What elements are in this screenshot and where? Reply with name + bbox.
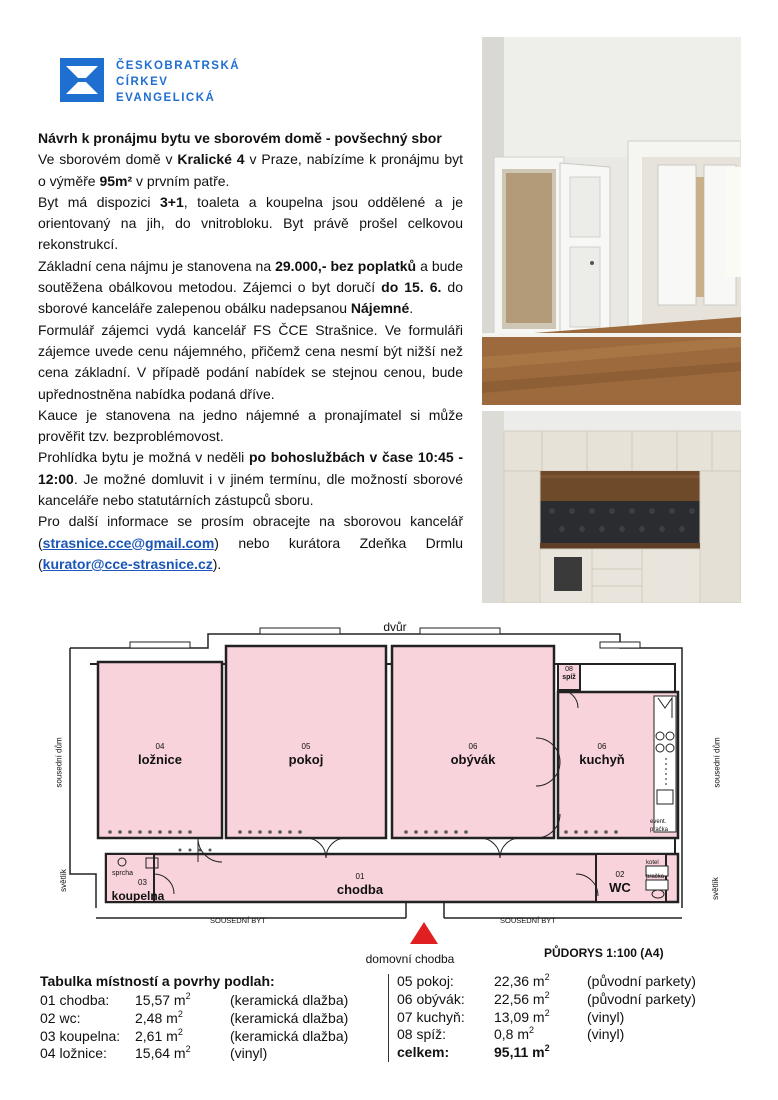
area-value: 13,09 m xyxy=(494,1008,545,1025)
boiler-label: kotel xyxy=(646,860,659,866)
text-span: v prvním patře. xyxy=(132,172,230,189)
table-row xyxy=(397,1025,737,1043)
text-span: ) nebo kurátora Zdeňka Drmlu ( xyxy=(38,534,463,572)
floor-plan xyxy=(54,618,740,973)
text-span: Základní cena nájmu je stanovena na xyxy=(38,257,276,274)
area-value: 22,56 m xyxy=(494,990,545,1007)
courtyard-label: dvůr xyxy=(383,620,407,634)
address: Kralické 4 xyxy=(177,151,245,168)
room-name: spíž xyxy=(562,674,576,681)
room-03 xyxy=(106,878,170,904)
room-cell: 05 pokoj: xyxy=(397,973,454,989)
room-06-living xyxy=(433,742,513,768)
total-cell xyxy=(494,1043,587,1061)
plan-scale-label: PŮDORYS 1:100 (A4) xyxy=(544,946,664,960)
area-cell xyxy=(494,1025,587,1043)
entrance-arrow-icon xyxy=(410,922,438,944)
total-label: celkem: xyxy=(397,1044,450,1061)
room-number: 03 xyxy=(138,878,147,887)
photo-kitchen xyxy=(482,411,741,603)
text-span: a bude soutěžena obálkovou metodou. Zájemci o byt doručí xyxy=(38,257,463,296)
room-cell: 08 spíž: xyxy=(397,1026,447,1043)
neighbor-house-right-label: sousední dům xyxy=(712,737,722,788)
floor-cell: (keramická dlažba) xyxy=(230,1027,349,1044)
layout-type: 3+1 xyxy=(159,193,184,210)
logo-wordmark xyxy=(116,58,240,106)
sup: 2 xyxy=(544,989,550,1000)
room-cell: 03 koupelna: xyxy=(40,1027,121,1044)
neighbor-house-left-label: sousední dům xyxy=(54,737,64,788)
paragraph-viewing xyxy=(38,447,463,511)
floor-cell: (původní parkety) xyxy=(587,990,696,1007)
text-span: Ve sborovém domě v xyxy=(38,151,178,168)
logo-chalice-icon xyxy=(60,58,104,102)
photo-interior-doors xyxy=(482,37,741,405)
sup: 2 xyxy=(185,991,191,1001)
sup: 2 xyxy=(544,972,550,982)
text-span: v Praze, nabízíme k pronájmu byt o výměře xyxy=(38,151,463,189)
table-right-column xyxy=(397,972,737,1061)
logo-line-3: EVANGELICKÁ xyxy=(116,92,216,104)
table-left-column xyxy=(40,972,390,1062)
room-cell: 02 wc: xyxy=(40,1009,81,1026)
room-08 xyxy=(558,666,580,682)
room-number: 08 xyxy=(565,666,573,673)
area-value: 2,48 m xyxy=(135,1009,178,1026)
envelope-label: Nájemné xyxy=(350,300,410,317)
room-06-kitchen xyxy=(562,742,642,768)
table-row xyxy=(40,1044,390,1062)
text-span: do sborové kanceláře zalepenou obálku nadepsanou xyxy=(38,279,463,317)
paragraph-location xyxy=(38,149,463,192)
church-logo xyxy=(60,58,240,106)
neighbor-flat-right-label: SOUSEDNÍ BYT xyxy=(500,916,556,925)
floor-cell: (keramická dlažba) xyxy=(230,1009,349,1026)
room-cell: 01 chodba: xyxy=(40,992,110,1008)
area-cell xyxy=(135,1027,230,1045)
skylight-left-label: světlík xyxy=(58,869,68,892)
area-value: 0,8 m xyxy=(494,1026,530,1043)
floor-cell: (původní parkety) xyxy=(587,973,696,989)
room-number: 01 xyxy=(355,872,365,881)
room-name: koupelna xyxy=(111,889,165,903)
floor-cell: (vinyl) xyxy=(587,1008,625,1025)
optional-washer-label: event. pračka xyxy=(650,819,669,833)
area-value: 15,57 m xyxy=(135,992,186,1008)
area-value: 2,61 m xyxy=(135,1027,178,1044)
sup: 2 xyxy=(529,1025,535,1036)
table-heading: Tabulka místností a povrhy podlah: xyxy=(40,973,275,989)
room-cell: 07 kuchyň: xyxy=(397,1008,465,1025)
paragraph-contact xyxy=(38,511,463,575)
area-cell xyxy=(494,990,587,1008)
table-divider xyxy=(388,974,389,1062)
floor-cell: (keramická dlažba) xyxy=(230,992,349,1008)
room-name: ložnice xyxy=(137,752,183,767)
neighbor-flat-left-label: SOUSEDNÍ BYT xyxy=(210,916,266,925)
room-number: 06 xyxy=(468,742,478,751)
text-span: Byt má dispozici xyxy=(38,193,160,210)
sup: 2 xyxy=(177,1026,183,1037)
curator-email-link[interactable]: kurator@cce-strasnice.cz xyxy=(42,555,213,572)
paragraph-layout xyxy=(38,192,463,256)
table-row xyxy=(40,991,390,1009)
area-value: 22,36 m xyxy=(494,973,545,989)
table-row xyxy=(397,1008,737,1026)
room-cell: 06 obývák: xyxy=(397,990,465,1007)
offer-text xyxy=(38,128,463,575)
area-cell xyxy=(494,1008,587,1026)
area-cell xyxy=(494,972,587,990)
area-cell xyxy=(135,1009,230,1027)
sup: 2 xyxy=(185,1044,191,1055)
paragraph-form: Formulář zájemci vydá kancelář FS ČCE Strašnice. Ve formuláři zájemce uvede cenu nájemného, přičemž cena nesmí být nižší než cena základní. V případě podání nabídek se stejnou cenou, bude upřednostněna nabídka podaná dříve. xyxy=(38,321,463,402)
area-value: 15,64 m xyxy=(135,1045,186,1062)
room-name: WC xyxy=(609,880,631,895)
text-span: ). xyxy=(212,555,222,572)
sup: 2 xyxy=(544,1043,550,1054)
sup: 2 xyxy=(177,1008,183,1019)
room-02 xyxy=(600,870,640,896)
shower-label: sprcha xyxy=(112,870,134,877)
total-value: 95,11 m xyxy=(494,1044,545,1061)
text-span: . Je možné domluvit i v jiném termínu, dle možností sborové kanceláře nebo statutárních zástupců sboru. xyxy=(38,470,463,509)
area-cell xyxy=(135,991,230,1009)
viewing-time: po bohoslužbách v čase 10:45 - 12:00 xyxy=(38,449,464,487)
room-number: 06 xyxy=(597,742,607,751)
room-number: 05 xyxy=(301,742,311,751)
entrance-label: domovní chodba xyxy=(365,952,455,966)
logo-line-2: CÍRKEV xyxy=(116,76,169,88)
base-rent: 29.000,- bez poplatků xyxy=(275,257,417,274)
room-name: chodba xyxy=(336,882,384,897)
table-row xyxy=(397,972,737,990)
floor-cell: (vinyl) xyxy=(587,1026,625,1043)
room-04 xyxy=(120,742,200,768)
table-row xyxy=(40,1027,390,1045)
room-01 xyxy=(320,872,400,898)
room-05 xyxy=(266,742,346,768)
washer-label: pračka xyxy=(646,874,665,880)
floor-cell: (vinyl) xyxy=(230,1045,268,1062)
room-name: kuchyň xyxy=(579,752,625,767)
table-total-row xyxy=(397,1043,737,1061)
skylight-right-label: světlík xyxy=(710,877,720,900)
sup: 2 xyxy=(544,1007,550,1018)
office-email-link[interactable]: strasnice.cce@gmail.com xyxy=(42,534,215,551)
room-cell: 04 ložnice: xyxy=(40,1045,107,1062)
table-row xyxy=(397,990,737,1008)
deadline: do 15. 6. xyxy=(381,279,442,296)
area-cell xyxy=(135,1044,230,1062)
room-number: 02 xyxy=(615,870,625,879)
text-span: . xyxy=(409,300,414,317)
text-span: Prohlídka bytu je možná v neděli xyxy=(38,449,249,466)
text-span: Pro další informace se prosím obracejte na sborovou kancelář ( xyxy=(38,513,463,551)
offer-title: Návrh k pronájmu bytu ve sborovém domě - povšechný sbor xyxy=(38,130,442,146)
paragraph-deposit: Kauce je stanovena na jedno nájemné a pronajímatel si může prověřit tzv. bezproblémovost. xyxy=(38,406,463,445)
paragraph-price xyxy=(38,256,463,320)
floor-plan-drawing xyxy=(60,618,740,973)
room-name: pokoj xyxy=(288,752,324,767)
room-number: 04 xyxy=(155,742,165,751)
room-name: obývák xyxy=(450,752,496,767)
logo-line-1: ČESKOBRATRSKÁ xyxy=(116,60,241,72)
area: 95m² xyxy=(99,172,133,189)
text-span: , toaleta a koupelna jsou oddělené a je orientovaný na jih, do vnitrobloku. Byt právě prošel celkovou rekonstrukcí. xyxy=(38,193,463,253)
table-row xyxy=(40,1009,390,1027)
